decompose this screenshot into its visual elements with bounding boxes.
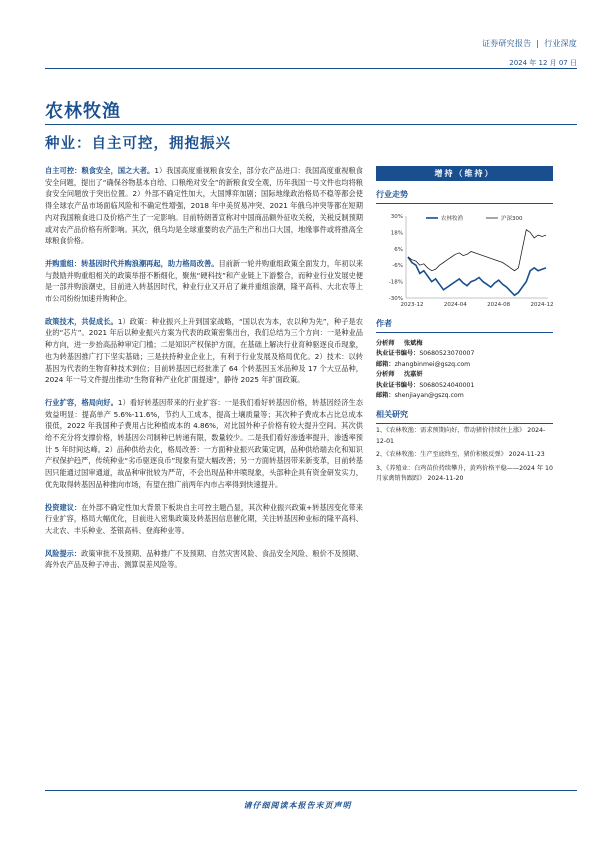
paragraph-lead: 风险提示：: [45, 548, 82, 558]
authors-heading: 作者: [376, 318, 553, 333]
related-item[interactable]: 2、《农林牧渔：生产至底终至，猪价积极反弹》 2024-11-23: [376, 451, 545, 459]
paragraph-body: 在外部不确定性加大背景下板块自主可控主题凸显，其次种业振兴政策+转基因变化带来行业扩容，格局大幅优化，目前进入密集政策及转基因信息催化期，关注转基因种业标的隆平高科、大北农、丰乐种业、荃银高科、登海种业等。: [45, 502, 363, 535]
sidebar: [376, 166, 553, 487]
analyst-cert-row: [376, 381, 553, 391]
paragraph-risk: [45, 548, 363, 571]
trend-chart: [376, 210, 553, 310]
related-item[interactable]: 1、《农林牧渔：需求预期向好，带动猪价持续往上涨》 2024-12-01: [376, 427, 546, 445]
x-tick-label: 2024-04: [443, 302, 467, 308]
report-title: 种业：自主可控，拥抱振兴: [45, 136, 231, 152]
related-item[interactable]: 3、《养殖业：白鸡苗价持续攀升，黄鸡价格平稳——2024 年 10 月家禽销售跟踪》 2024-11-20: [376, 464, 553, 483]
y-tick-label: -6%: [392, 263, 403, 270]
cert-number: S0680524040001: [419, 381, 475, 389]
analyst-email-link[interactable]: zhangbinmei@gszq.com: [394, 360, 471, 368]
paragraph-lead: 政策技术，共促成长。: [45, 316, 118, 326]
analyst-name: 张斌梅: [404, 340, 423, 347]
analyst-name-row: [376, 339, 553, 349]
paragraph-body: 目前新一轮并购重组政策全面发力，年初以来与鼓励并购重组相关的政策举措不断细化，聚焦“硬科技”和产业链上下游整合，而种业行业发展史便是一部并购浪潮史，目前进入转基因时代，种业行业又开启了兼并重组浪潮，隆平高科、大北农等上市公司纷纷加速并购种企。: [45, 258, 363, 304]
paragraph-body: 1）政策：种业振兴上升到国家战略，“国以农为本，农以种为先”，种子是农业的“芯片”。2021 年后以种业振兴方案为代表的政策密集出台，我们总结为三个方向：一是种业品种方向，进一步抬高品种审定门槛；二是知识产权保护方面，在基础上解决行业育种驱逐良币现象，也为转基因推广打下坚实基础；三是扶持种业企业上，有利于行业发展及格局优化。2）技术：以转基因为代表的生物育种技术到位；目前转基因已经批准了 64 个转基因玉米品种及 17 个大豆品种，2024 年一号文件提出推动“生物育种产业化扩面提速”，静待 2025 年扩面政策。: [45, 316, 363, 385]
y-tick-label: 30%: [390, 214, 403, 220]
footer-divider: [45, 790, 577, 791]
paragraph-lead: 并购重组：转基因时代并购浪潮再起，助力格局改善。: [45, 258, 219, 268]
analyst-role: 分析师: [376, 371, 395, 379]
y-tick-label: 6%: [394, 246, 403, 253]
trend-chart-svg: [376, 210, 553, 310]
series-line-1: [408, 230, 546, 271]
x-tick-label: 2024-12: [530, 302, 553, 308]
y-tick-label: -18%: [388, 279, 403, 286]
cert-label: 执业证书编号：: [376, 350, 420, 358]
legend-label: 沪深300: [501, 216, 523, 222]
analyst-email-link[interactable]: shenjiayan@gszq.com: [394, 392, 464, 400]
header-divider: [45, 68, 577, 69]
paragraph-body: 1）看好转基因带来的行业扩容：一是我们看好转基因价格，转基因经济生态效益明显：提高单产 5.6%-11.6%，节约人工成本，提高土壤质量等；其次种子费成本占比总成本很低，2022 年我国种子费用占比种植成本的 4.86%，对比国外种子价格有较大提升空间。其次供给不充分将支撑价格，转基因公司制种已转递有限，数量较少。二是我们看好渗透率提升，渗透率预计 5 年时间达峰。2）品种供给去化，格局改善：一方面种业振兴政策定调，品种供给端去化和知识产权保护趋严，传统种业“劣币驱逐良币”现象有望大幅改善；另一方面转基因带来新变革，目前转基因只能通过国审通道，故品种审批较为严苛，不会出现品种井喷现象，头部种企具有资金研发实力，优先取得转基因品种推向市场，有望在推广前两年内市占率得到快速提升。: [45, 397, 363, 489]
header-tags: [482, 38, 577, 49]
paragraph-mergers: [45, 258, 363, 305]
paragraph-lead: 行业扩容，格局向好。: [45, 397, 118, 407]
paragraph-body: 政策审批不及预期、品种推广不及预期、自然灾害风险、食品安全风险、粮价不及预期、海外农产品及种子冲击、测算误差风险等。: [45, 548, 363, 570]
paragraph-expansion: [45, 397, 363, 491]
report-date: 2024 年 12 月 07 日: [509, 59, 577, 67]
summary-column: [45, 165, 363, 582]
footer-disclaimer: 请仔细阅读本报告末页声明: [243, 801, 352, 810]
analyst-entry: [376, 339, 553, 370]
analyst-list: [376, 339, 553, 401]
analyst-cert-row: [376, 349, 553, 359]
x-tick-label: 2023-12: [400, 302, 424, 308]
related-list: [376, 426, 553, 484]
title-divider: [45, 124, 577, 125]
x-tick-label: 2024-08: [487, 302, 511, 308]
email-label: 邮箱：: [376, 392, 395, 400]
cert-number: S0680523070007: [419, 350, 475, 358]
y-tick-label: -30%: [388, 296, 403, 302]
paragraph-policy: [45, 316, 363, 386]
paragraph-lead: 投资建议：: [45, 502, 82, 512]
legend-label: 农林牧渔: [441, 216, 464, 222]
y-tick-label: 18%: [390, 230, 403, 237]
trend-heading: 行业走势: [376, 189, 553, 204]
sector-title: 农林牧渔: [45, 101, 121, 122]
analyst-name-row: [376, 370, 553, 380]
header-tag-type: 行业深度: [544, 39, 577, 48]
analyst-email-row: [376, 391, 553, 401]
analyst-name: 沈嘉妍: [404, 371, 423, 379]
cert-label: 执业证书编号：: [376, 381, 420, 389]
rating-badge: 增持（维持）: [376, 166, 553, 181]
related-heading: 相关研究: [376, 409, 553, 424]
series-line-0: [408, 257, 546, 295]
analyst-email-row: [376, 360, 553, 370]
paragraph-lead: 自主可控：粮食安全，国之大者。: [45, 166, 155, 175]
analyst-role: 分析师: [376, 340, 395, 347]
header-separator: |: [536, 39, 540, 48]
email-label: 邮箱：: [376, 360, 395, 368]
analyst-entry: [376, 370, 553, 401]
paragraph-body: 1）我国高度重视粮食安全，部分农产品进口：我国高度重视粮食安全问题，提出了“确保谷物基本自给、口粮绝对安全”的新粮食安全观，历年我国一号文件也均将粮食安全问题放于突出位置。2）外部不确定性加大，大国博弈加剧；国际地缘政治格局不稳等都会使得全球农产品市场面临风险和不确定性增强，2018 年中美贸易冲突、2021 年俄乌冲突等都在短期内对我国粮食进口及价格产生了一定影响。目前特朗普宣称对中国商品额外征收关税，关税反制预期或对农产品价格有所影响。其次，俄乌均是全球重要的农产品生产和出口大国，地缘事件或将推高全球粮食价格。: [45, 166, 363, 246]
paragraph-autonomy: [45, 165, 363, 247]
paragraph-investment: [45, 502, 363, 537]
header-tag-report: 证券研究报告: [482, 39, 532, 48]
